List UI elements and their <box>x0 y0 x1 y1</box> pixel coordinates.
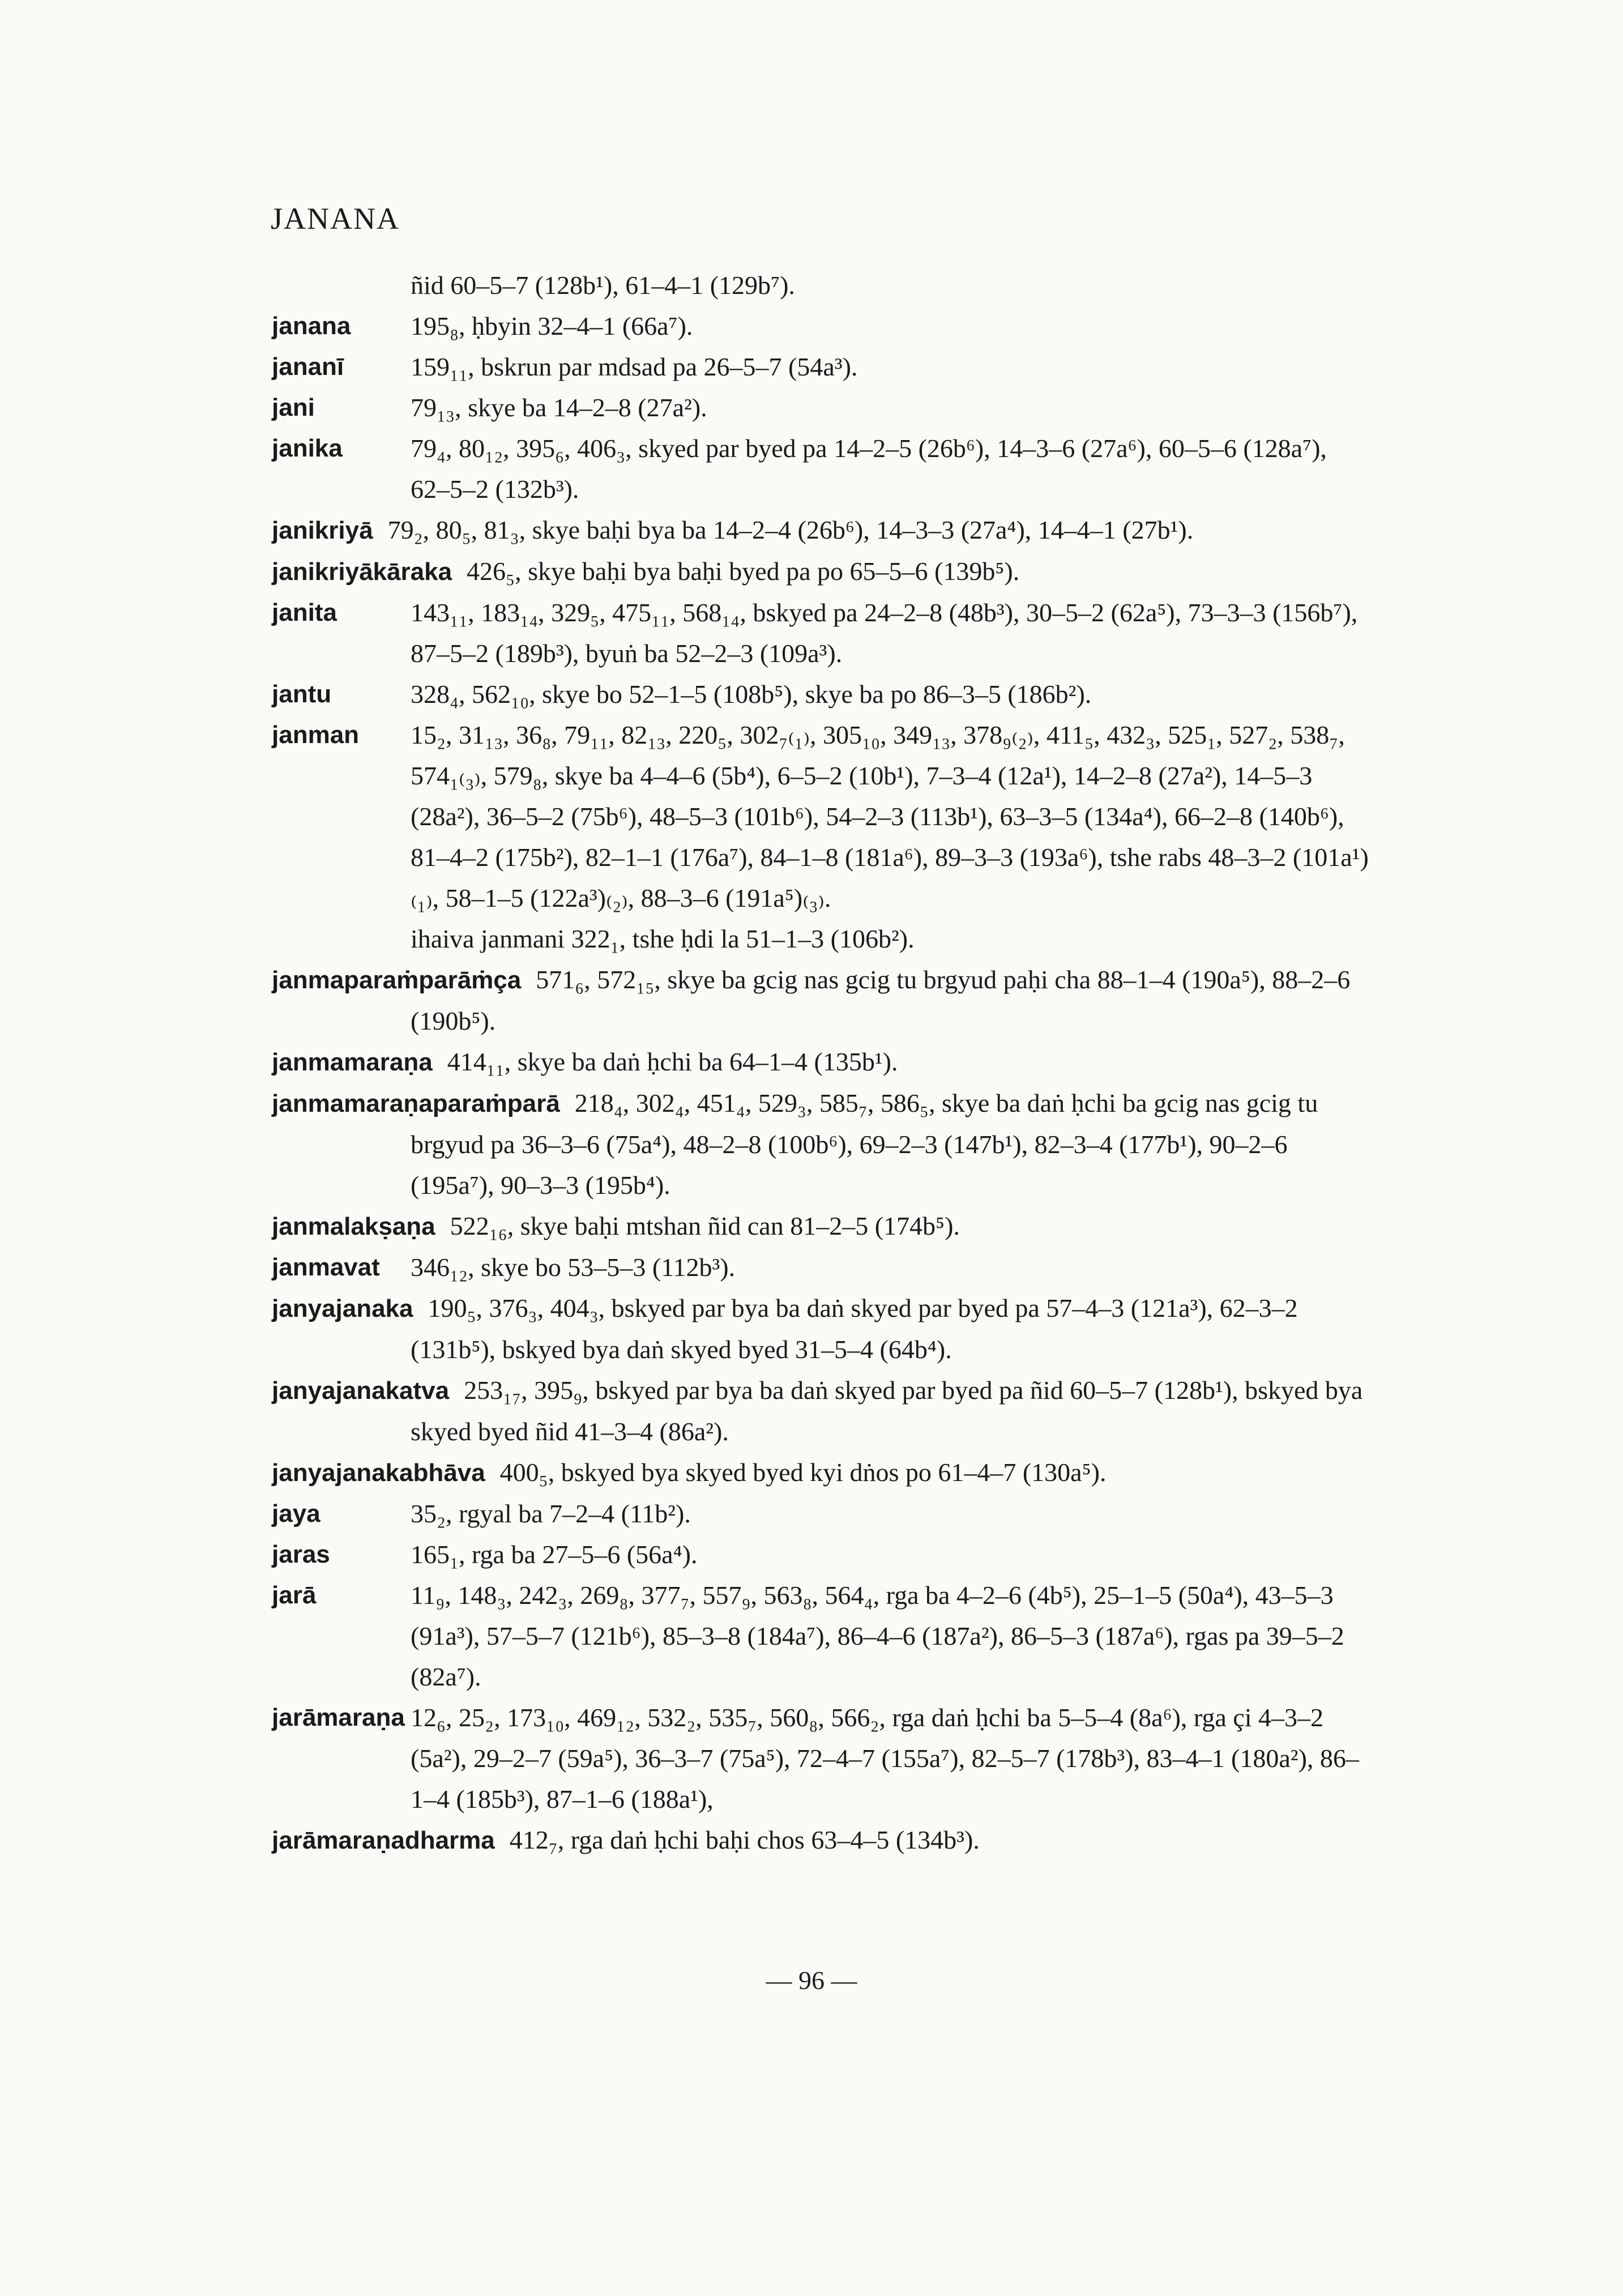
entry <box>272 510 1370 551</box>
entry <box>272 674 1370 715</box>
entry-list <box>272 265 1370 1861</box>
entry-body: 426₅, skye baḥi bya baḥi byed pa po 65–5–6 (139b⁵). <box>467 557 1020 586</box>
entry-continuation <box>272 265 1370 306</box>
entry <box>272 306 1370 347</box>
entry-body: 159₁₁, bskrun par mdsad pa 26–5–7 (54a³). <box>411 352 858 381</box>
entry <box>272 1042 1370 1083</box>
entry <box>272 1288 1370 1370</box>
headword: jaras <box>272 1540 330 1568</box>
entry-body: 218₄, 302₄, 451₄, 529₃, 585₇, 586₅, skye ba daṅ ḥchi ba gcig nas gcig tu brgyud pa 36–3–6 (75a⁴), 48–2–8 (100b⁶), 69–2–3 (147b¹), 82–3–4 (177b¹), 90–2–6 (195a⁷), 90–3–3 (195b⁴). <box>411 1089 1318 1200</box>
headword: janikriyā <box>272 517 373 544</box>
headword: janyajanakatva <box>272 1377 450 1405</box>
entry-body: 522₁₆, skye baḥi mtshan ñid can 81–2–5 (174b⁵). <box>450 1211 960 1240</box>
entry-body: 15₂, 31₁₃, 36₈, 79₁₁, 82₁₃, 220₅, 302₇₍₁₎, 305₁₀, 349₁₃, 378₉₍₂₎, 411₅, 432₃, 525₁, 527₂, 538₇, 574₁₍₃₎, 579₈, skye ba 4–4–6 (5b⁴), 6–5–2 (10b¹), 7–3–4 (12a¹), 14–2–8 (27a²), 14–5–3 (28a²), 36–5–2 (75b⁶), 48–5–3 (101b⁶), 54–2–3 (113b¹), 63–3–5 (134a⁴), 66–2–8 (140b⁶), 81–4–2 (175b²), 82–1–1 (176a⁷), 84–1–8 (181a⁶), 89–3–3 (193a⁶), tshe rabs 48–3–2 (101a¹)₍₁₎, 58–1–5 (122a³)₍₂₎, 88–3–6 (191a⁵)₍₃₎. <box>411 720 1369 912</box>
entry <box>272 592 1370 674</box>
headword: jaya <box>272 1500 321 1527</box>
headword: janika <box>272 434 343 462</box>
entry-body: 35₂, rgyal ba 7–2–4 (11b²). <box>411 1499 691 1528</box>
headword: jantu <box>272 680 332 708</box>
entry <box>272 715 1370 919</box>
headword: janikriyākāraka <box>272 558 452 586</box>
entry-body: 190₅, 376₃, 404₃, bskyed par bya ba daṅ skyed par byed pa 57–4–3 (121a³), 62–3–2 (131b⁵), bskyed bya daṅ skyed byed 31–5–4 (64b⁴). <box>411 1294 1298 1364</box>
entry-body: 165₁, rga ba 27–5–6 (56a⁴). <box>411 1540 698 1569</box>
entry-subentry <box>272 919 1370 959</box>
entry-body: 79₁₃, skye ba 14–2–8 (27a²). <box>411 393 707 422</box>
entry <box>272 1452 1370 1493</box>
entry-body: 414₁₁, skye ba daṅ ḥchi ba 64–1–4 (135b¹). <box>447 1047 898 1076</box>
entry-body: 143₁₁, 183₁₄, 329₅, 475₁₁, 568₁₄, bskyed pa 24–2–8 (48b³), 30–5–2 (62a⁵), 73–3–3 (156b⁷), 87–5–2 (189b³), byuṅ ba 52–2–3 (109a³). <box>411 598 1358 668</box>
entry-body: 346₁₂, skye bo 53–5–3 (112b³). <box>411 1253 736 1282</box>
headword: janita <box>272 599 337 626</box>
headword: jarāmaraṇa <box>272 1704 405 1731</box>
page-number: — 96 — <box>766 1966 857 1995</box>
entry <box>272 1697 1370 1820</box>
headword: janyajanakabhāva <box>272 1459 485 1487</box>
entry-body: 11₉, 148₃, 242₃, 269₈, 377₇, 557₉, 563₈, 564₄, rga ba 4–2–6 (4b⁵), 25–1–5 (50a⁴), 43–5–3 (91a³), 57–5–7 (121b⁶), 85–3–8 (184a⁷), 86–4–6 (187a²), 86–5–3 (187a⁶), rgas pa 39–5–2 (82a⁷). <box>411 1581 1344 1691</box>
entry-body: ñid 60–5–7 (128b¹), 61–4–1 (129b⁷). <box>411 271 795 300</box>
headword: jani <box>272 394 315 421</box>
running-header: JANANA <box>271 202 400 236</box>
headword: janmamaraṇaparaṁparā <box>272 1090 560 1117</box>
headword: janyajanaka <box>272 1295 413 1322</box>
entry-body: 412₇, rga daṅ ḥchi baḥi chos 63–4–5 (134b³). <box>509 1825 980 1854</box>
headword: janmalakṣaṇa <box>272 1213 435 1240</box>
entry <box>272 1247 1370 1288</box>
entry <box>272 1370 1370 1452</box>
entry <box>272 1206 1370 1247</box>
entry <box>272 1534 1370 1575</box>
entry-body: 79₄, 80₁₂, 395₆, 406₃, skyed par byed pa 14–2–5 (26b⁶), 14–3–6 (27a⁶), 60–5–6 (128a⁷), 62–5–2 (132b³). <box>411 434 1327 503</box>
entry <box>272 1575 1370 1697</box>
entry <box>272 959 1370 1042</box>
entry <box>272 1083 1370 1206</box>
headword: janman <box>272 721 360 749</box>
entry-body: 328₄, 562₁₀, skye bo 52–1–5 (108b⁵), skye ba po 86–3–5 (186b²). <box>411 680 1092 709</box>
entry-body: 571₆, 572₁₅, skye ba gcig nas gcig tu brgyud paḥi cha 88–1–4 (190a⁵), 88–2–6 (190b⁵). <box>411 965 1351 1035</box>
entry <box>272 1820 1370 1861</box>
entry-body: 12₆, 25₂, 173₁₀, 469₁₂, 532₂, 535₇, 560₈, 566₂, rga daṅ ḥchi ba 5–5–4 (8a⁶), rga çi 4–3–2 (5a²), 29–2–7 (59a⁵), 36–3–7 (75a⁵), 72–4–7 (155a⁷), 82–5–7 (178b³), 83–4–1 (180a²), 86–1–4 (185b³), 87–1–6 (188a¹), <box>411 1703 1359 1813</box>
headword: janana <box>272 312 351 340</box>
headword: jarā <box>272 1581 317 1609</box>
headword: janmavat <box>272 1253 380 1281</box>
headword: jarāmaraṇadharma <box>272 1826 495 1854</box>
headword: janmamaraṇa <box>272 1048 433 1076</box>
entry <box>272 428 1370 510</box>
headword: jananī <box>272 353 344 381</box>
entry-body: 253₁₇, 395₉, bskyed par bya ba daṅ skyed par byed pa ñid 60–5–7 (128b¹), bskyed bya skyed byed ñid 41–3–4 (86a²). <box>411 1376 1363 1446</box>
entry <box>272 1493 1370 1534</box>
entry-body: 400₅, bskyed bya skyed byed kyi dṅos po 61–4–7 (130a⁵). <box>499 1458 1107 1487</box>
entry-body: ihaiva janmani 322₁, tshe ḥdi la 51–1–3 (106b²). <box>411 924 915 953</box>
entry <box>272 387 1370 428</box>
headword: janmaparaṁparāṁça <box>272 966 522 994</box>
entry-body: 79₂, 80₅, 81₃, skye baḥi bya ba 14–2–4 (26b⁶), 14–3–3 (27a⁴), 14–4–1 (27b¹). <box>387 515 1194 544</box>
entry <box>272 347 1370 387</box>
entry <box>272 551 1370 592</box>
entry-body: 195₈, ḥbyin 32–4–1 (66a⁷). <box>411 311 693 340</box>
